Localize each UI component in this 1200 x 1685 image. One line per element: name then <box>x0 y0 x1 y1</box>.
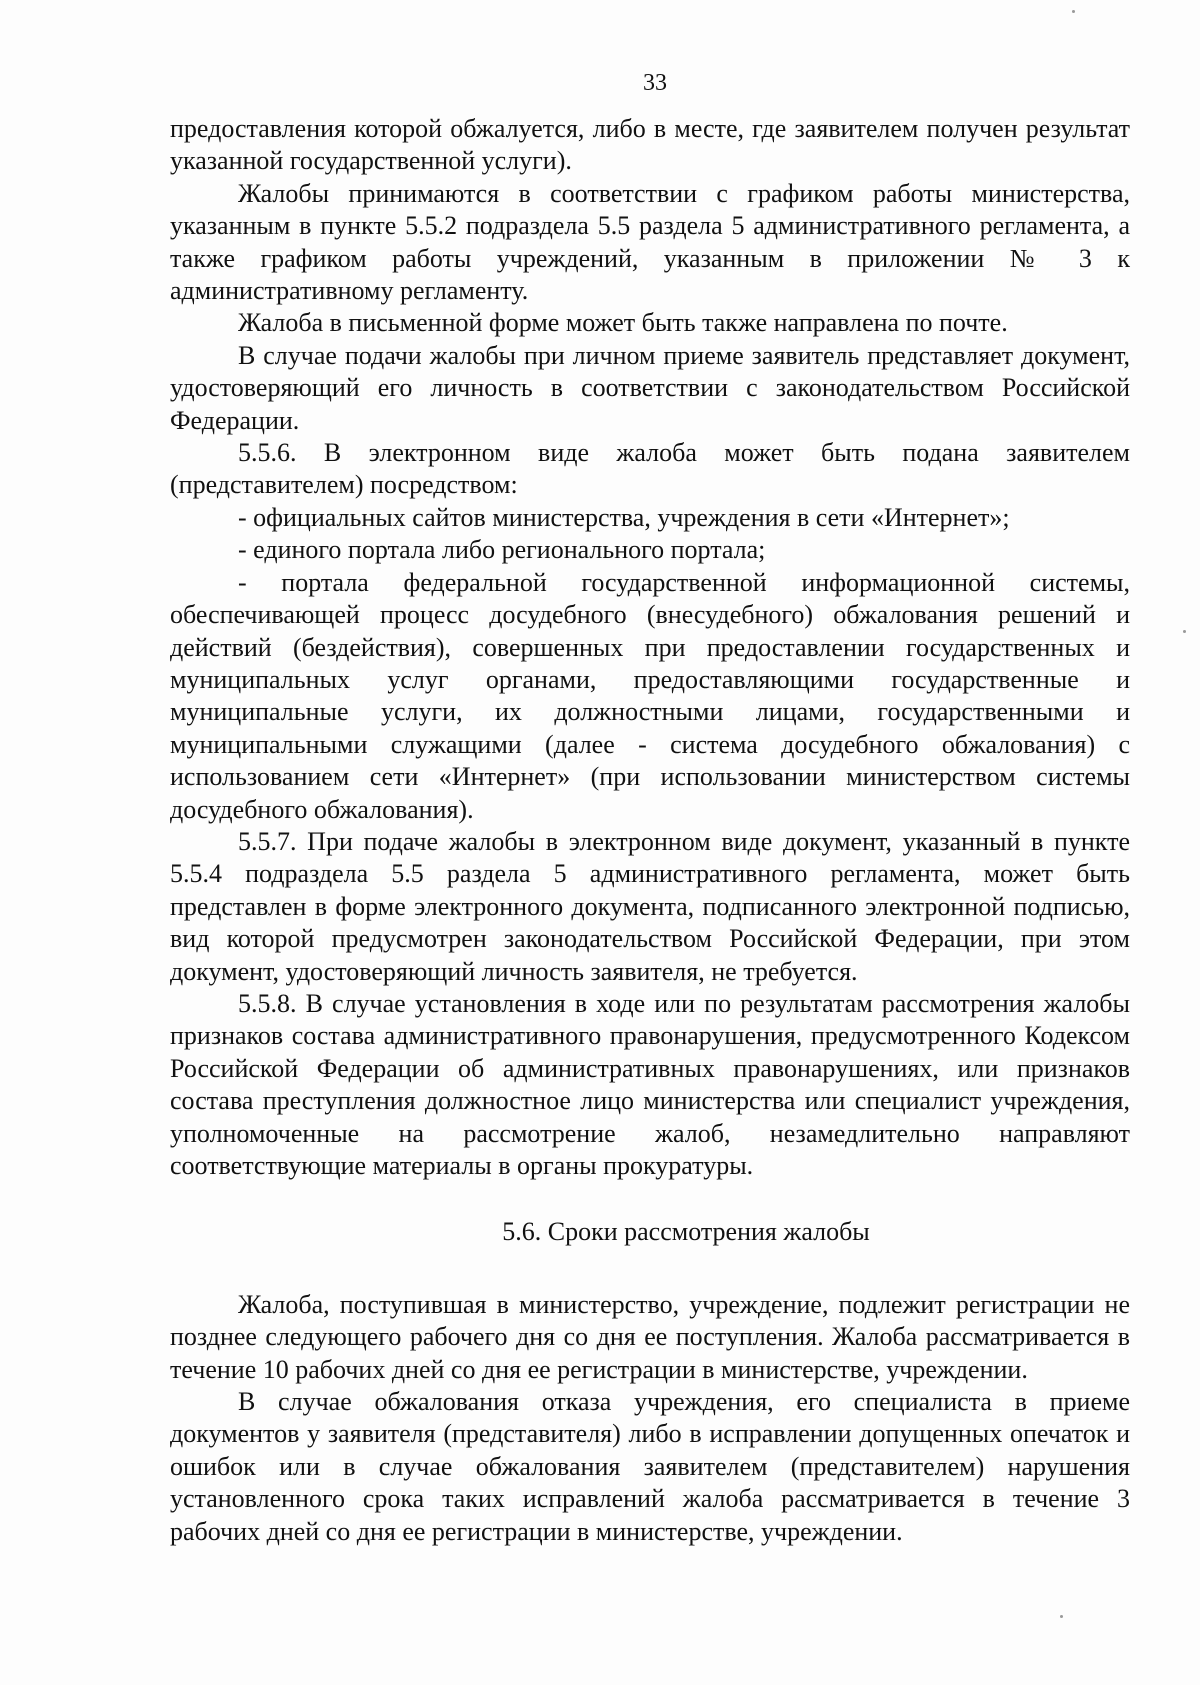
paragraph-4: В случае подачи жалобы при личном приеме заявитель представляет документ, удостоверяющий его личность в соответствии с законодательством Российской Федерации. <box>170 340 1130 435</box>
paragraph-5-5-7: 5.5.7. При подаче жалобы в электронном виде документ, указанный в пункте 5.5.4 подраздела 5.5 раздела 5 административного регламента, может быть представлен в форме электронного документа, подписанного электронной подписью, вид которой предусмотрен законодательством Российской Федерации, при этом документ, удостоверяющий личность заявителя, не требуется. <box>170 826 1130 986</box>
paragraph-refusal-appeal: В случае обжалования отказа учреждения, его специалиста в приеме документов у заявителя (представителя) либо в исправлении допущенных опечаток и ошибок или в случае обжалования заявителем (представителем) нарушения установленного срока таких исправлений жалоба рассматривается в течение 3 рабочих дней со дня ее регистрации в министерстве, учреждении. <box>170 1387 1130 1546</box>
page-number: 33 <box>643 70 667 96</box>
paragraph-1: предоставления которой обжалуется, либо в месте, где заявителем получен результат указанной государственной услуги). <box>170 114 1130 176</box>
document-body <box>170 113 1130 1548</box>
paragraph-5-5-8: 5.5.8. В случае установления в ходе или по результатам рассмотрения жалобы признаков состава административного правонарушения, предусмотренного Кодексом Российской Федерации об административных правонарушениях, или признаков состава преступления должностное лицо министерства или специалист учреждения, уполномоченные на рассмотрение жалоб, незамедлительно направляют соответствующие материалы в органы прокуратуры. <box>170 988 1130 1180</box>
list-item-federal-portal: - портала федеральной государственной информационной системы, обеспечивающей процесс досудебного (внесудебного) обжалования решений и действий (бездействия), совершенных при предоставлении государственных и муниципальных услуг органами, предоставляющими государственные и муниципальные услуги, их должностными лицами, государственными и муниципальными служащими (далее - система досудебного обжалования) с использованием сети «Интернет» (при использовании министерством системы досудебного обжалования). <box>170 567 1130 824</box>
list-item-single-portal: - единого портала либо регионального портала; <box>238 535 766 565</box>
scan-speck <box>1183 630 1186 633</box>
paragraph-3: Жалоба в письменной форме может быть также направлена по почте. <box>238 308 1008 338</box>
paragraph-registration: Жалоба, поступившая в министерство, учреждение, подлежит регистрации не позднее следующего рабочего дня со дня ее поступления. Жалоба рассматривается в течение 10 рабочих дней со дня ее регистрации в министерстве, учреждении. <box>170 1289 1130 1384</box>
scan-speck <box>1072 10 1075 13</box>
scan-speck <box>1060 1615 1063 1618</box>
list-item-official-sites: - официальных сайтов министерства, учреждения в сети «Интернет»; <box>238 502 1010 532</box>
paragraph-5-5-6: 5.5.6. В электронном виде жалоба может быть подана заявителем (представителем) посредством: <box>170 438 1130 500</box>
section-heading: 5.6. Сроки рассмотрения жалобы <box>502 1217 870 1247</box>
paragraph-2: Жалобы принимаются в соответствии с графиком работы министерства, указанным в пункте 5.5.2 подраздела 5.5 раздела 5 административного регламента, а также графиком работы учреждений, указанным в приложении № 3 к административному регламенту. <box>170 178 1130 306</box>
